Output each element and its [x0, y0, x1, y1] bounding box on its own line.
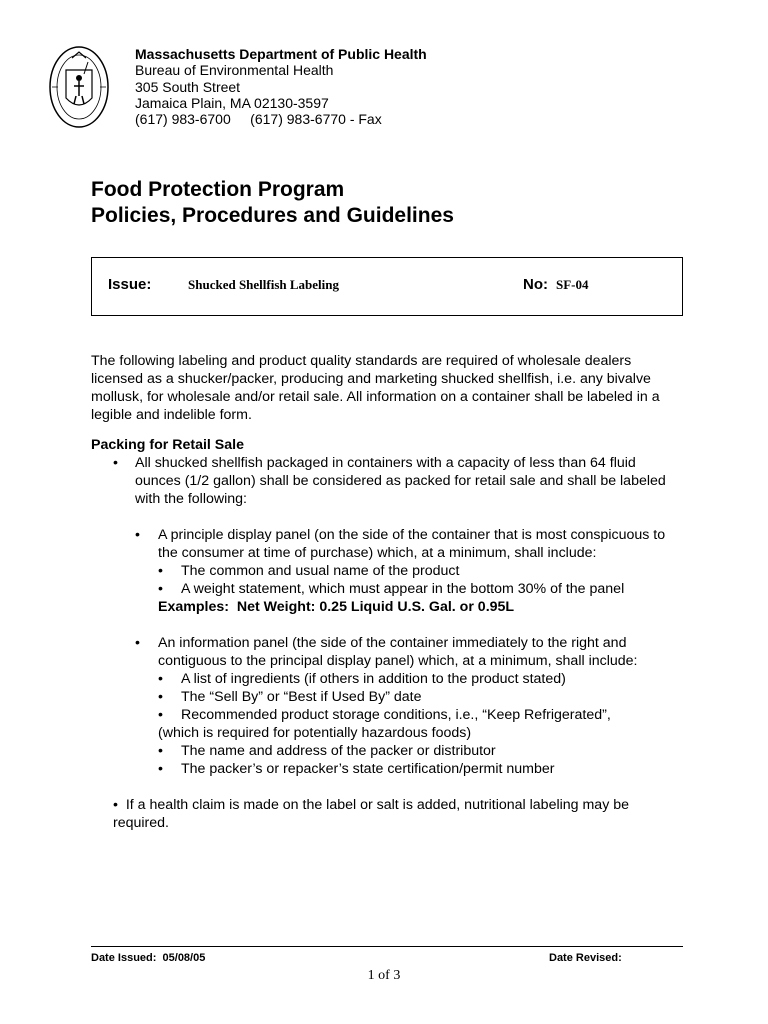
issue-label: Issue:	[108, 276, 152, 293]
list-item	[91, 742, 681, 760]
intro-paragraph: The following labeling and product quality standards are required of wholesale dealers licensed as a shucker/packer, producing and marketing shucked shellfish, i.e. any bivalve mollusk, for wholesale and/or retail sale. All information on a container shall be labeled in a legible and indelible form.	[91, 353, 660, 423]
page-number: 1 of 3	[367, 968, 401, 983]
list-item	[91, 562, 681, 580]
info-item-text: The “Sell By” or “Best if Used By” date	[181, 689, 422, 705]
list-item	[91, 670, 681, 688]
list-item	[91, 706, 681, 724]
date-revised: Date Revised:	[549, 952, 622, 964]
issue-value: Shucked Shellfish Labeling	[188, 277, 339, 292]
info-item-text: Recommended product storage conditions, i.e., “Keep Refrigerated”,	[181, 707, 611, 723]
list-item	[91, 580, 681, 598]
list-item	[91, 760, 681, 778]
info-item-text: The name and address of the packer or distributor	[181, 743, 496, 759]
document-title	[91, 177, 454, 229]
title-line-1: Food Protection Program	[91, 178, 345, 201]
title-line-2: Policies, Procedures and Guidelines	[91, 204, 454, 227]
organization-header	[135, 46, 427, 127]
section-heading: Packing for Retail Sale	[91, 437, 244, 453]
date-issued: Date Issued: 05/08/05	[91, 952, 206, 964]
display-item-text: A weight statement, which must appear in the bottom 30% of the panel	[181, 581, 625, 597]
bullet: •	[135, 635, 140, 651]
bullet: •	[158, 563, 163, 579]
retail-rule-text: All shucked shellfish packaged in containers with a capacity of less than 64 fluid ounces (1/2 gallon) shall be considered as packed for retail sale and shall be labeled with the following:	[135, 455, 666, 507]
storage-note: (which is required for potentially hazardous foods)	[158, 725, 472, 741]
number-value: SF-04	[556, 277, 589, 292]
list-item	[91, 634, 681, 670]
health-claim-text: If a health claim is made on the label or salt is added, nutritional labeling may be required.	[113, 797, 630, 831]
massachusetts-seal-icon	[48, 44, 110, 130]
info-item-text: A list of ingredients (if others in addition to the product stated)	[181, 671, 566, 687]
city-address: Jamaica Plain, MA 02130-3597	[135, 94, 329, 111]
issue-box	[91, 257, 683, 316]
document-body	[91, 352, 681, 832]
bullet: •	[135, 527, 140, 543]
bullet: •	[113, 797, 118, 813]
org-name: Massachusetts Department of Public Health	[135, 46, 427, 62]
bullet: •	[158, 761, 163, 777]
display-panel-text: A principle display panel (on the side of the container that is most conspicuous to the consumer at time of purchase) which, at a minimum, shall include:	[158, 527, 666, 561]
street-address: 305 South Street	[135, 78, 241, 95]
info-panel-text: An information panel (the side of the container immediately to the right and contiguous to the principal display panel) which, at a minimum, shall include:	[158, 635, 638, 669]
list-item	[91, 526, 681, 562]
bullet: •	[113, 455, 118, 471]
health-claim-item	[91, 796, 681, 832]
bullet: •	[158, 581, 163, 597]
phone-fax: (617) 983-6700 (617) 983-6770 - Fax	[135, 111, 382, 128]
display-item-text: The common and usual name of the product	[181, 563, 460, 579]
list-item	[91, 688, 681, 706]
footer-divider	[91, 946, 683, 947]
examples-text: Examples: Net Weight: 0.25 Liquid U.S. Gal. or 0.95L	[158, 599, 515, 615]
bullet: •	[158, 689, 163, 705]
list-item	[91, 454, 681, 508]
number-label: No:	[523, 276, 548, 293]
bullet: •	[158, 671, 163, 687]
bureau-name: Bureau of Environmental Health	[135, 62, 334, 79]
bullet: •	[158, 707, 163, 723]
info-item-text: The packer’s or repacker’s state certification/permit number	[181, 761, 555, 777]
bullet: •	[158, 743, 163, 759]
